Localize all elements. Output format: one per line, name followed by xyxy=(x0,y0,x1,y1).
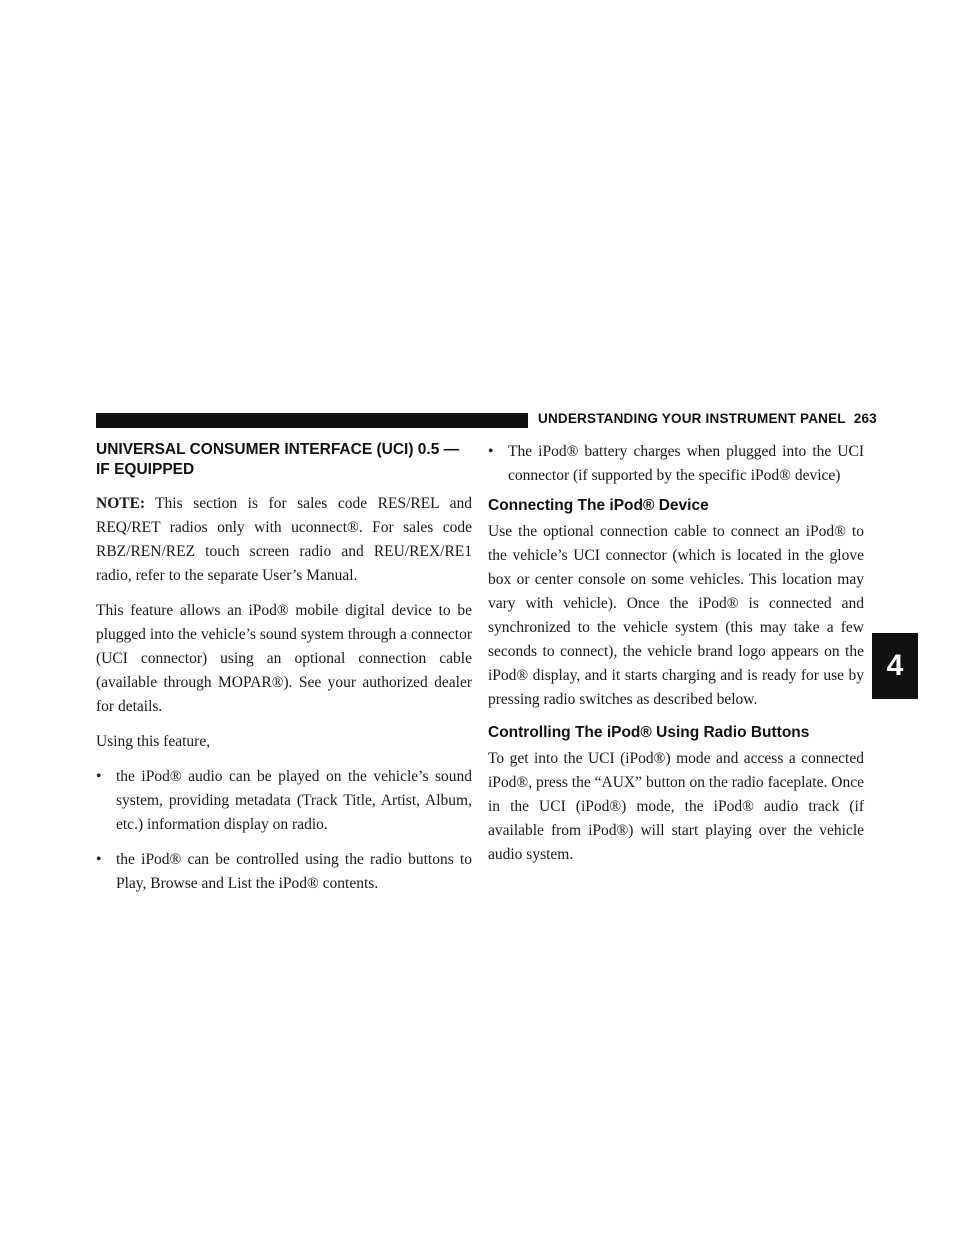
connecting-heading: Connecting The iPod® Device xyxy=(488,497,709,514)
feature-bullet-list xyxy=(96,765,472,896)
list-item xyxy=(96,765,472,837)
section-heading: UNIVERSAL CONSUMER INTERFACE (UCI) 0.5 — IF EQUIPPED xyxy=(96,441,460,478)
note-text: This section is for sales code RES/REL and REQ/RET radios only with uconnect®. For sales code RBZ/REN/REZ touch screen radio and REU/REX/RE1 radio, refer to the separate User’s Manual. xyxy=(96,495,472,584)
controlling-paragraph: To get into the UCI (iPod®) mode and access a connected iPod®, press the “AUX” button on the radio faceplate. Once in the UCI (iPod®) mode, the iPod® audio track (if available from iPod®) will start playing over the vehicle audio system. xyxy=(488,750,864,863)
note-paragraph xyxy=(96,492,472,588)
list-item xyxy=(96,848,472,896)
bullet-icon: • xyxy=(488,443,494,460)
using-feature-paragraph: Using this feature, xyxy=(96,733,211,750)
list-item-text: the iPod® audio can be played on the vehicle’s sound system, providing metadata (Track Title, Artist, Album, etc.) information display on radio. xyxy=(116,768,472,833)
connecting-paragraph: Use the optional connection cable to connect an iPod® to the vehicle’s UCI connector (which is located in the glove box or center console on some vehicles. This location may vary with vehicle). Once the iPod® is connected and synchronized to the vehicle system (this may take a few seconds to connect), the vehicle brand logo appears on the iPod® display, and it starts charging and is ready for use by pressing radio switches as described below. xyxy=(488,523,864,708)
running-header xyxy=(538,411,877,426)
chapter-tab: 4 xyxy=(872,633,918,699)
header-rule xyxy=(96,413,528,428)
intro-paragraph: This feature allows an iPod® mobile digital device to be plugged into the vehicle’s sound system through a connector (UCI connector) using an optional connection cable (available through MOPAR®). See your authorized dealer for details. xyxy=(96,602,472,715)
right-column xyxy=(488,440,864,878)
list-item xyxy=(488,440,864,488)
battery-bullet-list xyxy=(488,440,864,488)
note-label: NOTE: xyxy=(96,495,146,512)
bullet-icon: • xyxy=(96,851,102,868)
list-item-text: The iPod® battery charges when plugged into the UCI connector (if supported by the specific iPod® device) xyxy=(508,443,864,484)
left-column xyxy=(96,440,472,907)
header-title: UNDERSTANDING YOUR INSTRUMENT PANEL xyxy=(538,411,846,426)
list-item-text: the iPod® can be controlled using the radio buttons to Play, Browse and List the iPod® contents. xyxy=(116,851,472,892)
page-number: 263 xyxy=(853,411,877,426)
bullet-icon: • xyxy=(96,768,102,785)
controlling-heading: Controlling The iPod® Using Radio Buttons xyxy=(488,724,810,741)
